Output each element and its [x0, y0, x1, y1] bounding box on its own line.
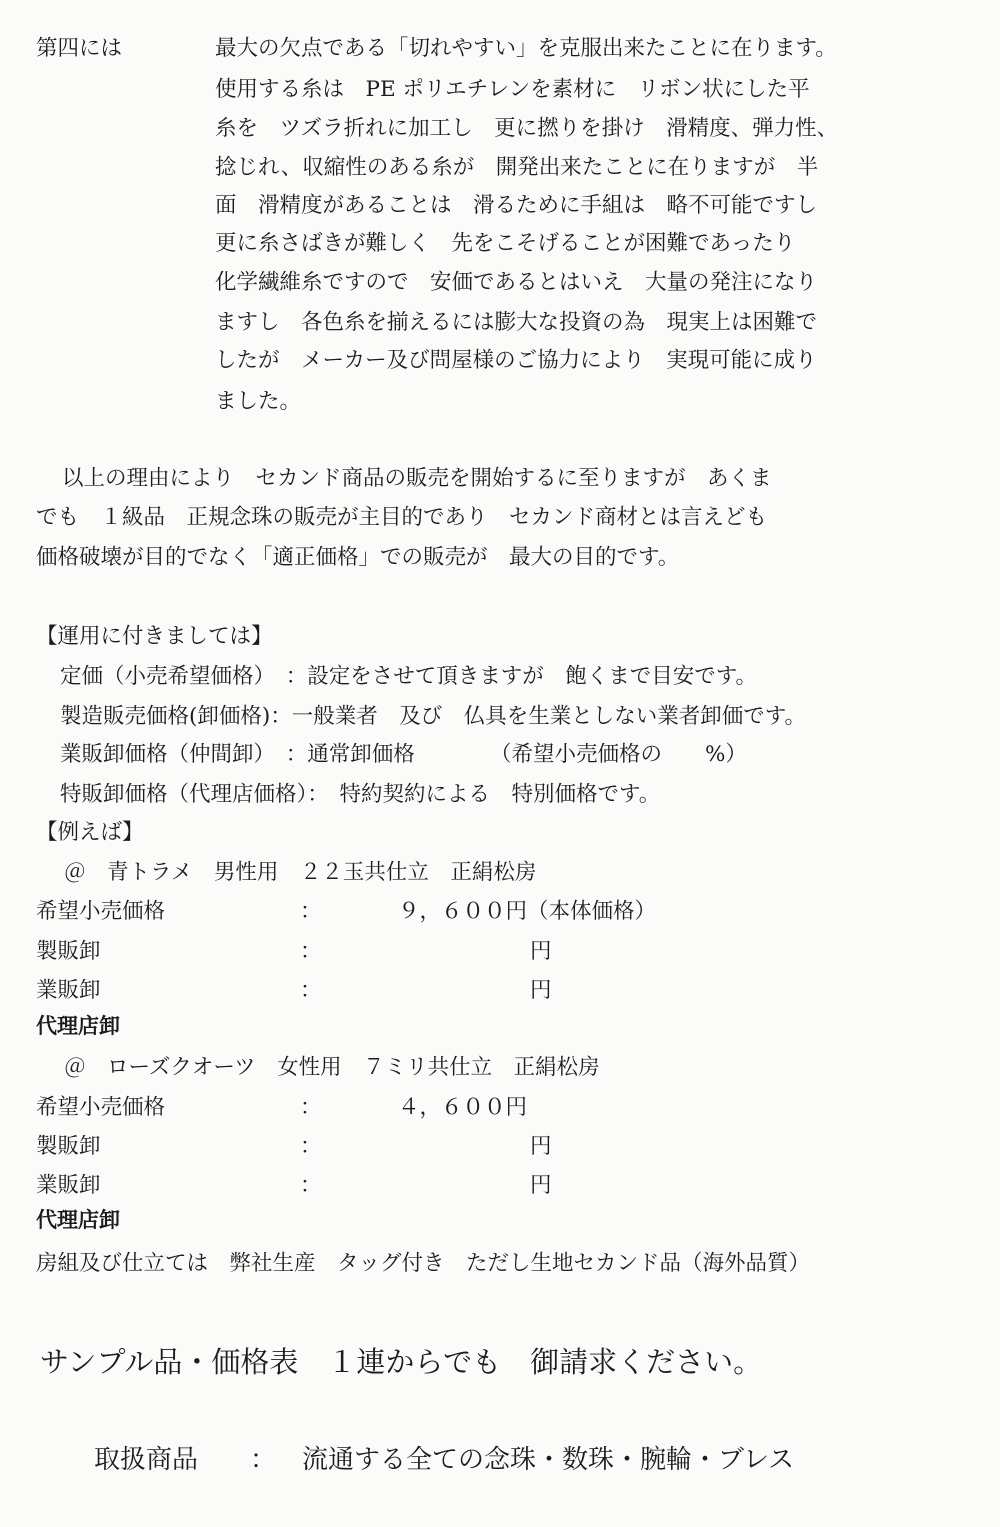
price-value: 円 [530, 939, 552, 964]
price-label: 業販卸 [36, 978, 101, 1003]
operation-heading: 【運用に付きましては】 [36, 624, 273, 649]
example-title: ＠ 青トラメ 男性用 ２２玉共仕立 正絹松房 [64, 860, 537, 885]
operation-row: 特販卸価格（代理店価格）： 特約契約による 特別価格です。 [60, 782, 661, 807]
summary-line: でも １級品 正規念珠の販売が主目的であり セカンド商材とは言えども [36, 505, 768, 530]
price-label: 希望小売価格 [36, 1095, 166, 1120]
price-label: 業販卸 [36, 1173, 101, 1198]
price-colon: ： [300, 978, 322, 1003]
operation-row: 定価（小売希望価格） ：設定をさせて頂きますが 飽くまで目安です。 [60, 664, 758, 689]
paragraph-line: 更に糸さばきが難しく 先をこそげることが困難であったり [215, 231, 796, 256]
summary-line: 価格破壊が目的でなく「適正価格」での販売が 最大の目的です。 [36, 545, 680, 570]
paragraph-line: 化学繊維糸ですので 安価であるとはいえ 大量の発注になり [215, 270, 818, 295]
price-value: 円 [530, 1173, 552, 1198]
paragraph-line: 面 滑精度があることは 滑るために手組は 略不可能ですし [215, 193, 818, 218]
price-colon: ： [300, 899, 322, 924]
price-colon: ： [300, 1095, 322, 1120]
operation-row: 製造販売価格(卸価格)：一般業者 及び 仏具を生業としない業者卸価です。 [60, 704, 807, 729]
price-colon: ： [300, 1173, 322, 1198]
price-value: ４，６００円 [398, 1095, 528, 1120]
sample-request: サンプル品・価格表 １連からでも 御請求ください。 [40, 1345, 763, 1379]
example-title: ＠ ローズクオーツ 女性用 ７ミリ共仕立 正絹松房 [64, 1055, 600, 1080]
price-value: 円 [530, 1134, 552, 1159]
products-label: 取扱商品 [94, 1445, 199, 1475]
agent-price-label: 代理店卸 [36, 1014, 120, 1038]
paragraph-line: ました。 [215, 389, 302, 414]
paragraph-line: したが メーカー及び問屋様のご協力により 実現可能に成り [215, 348, 817, 373]
section-label: 第四には [36, 36, 123, 61]
products-value: 流通する全ての念珠・数珠・腕輪・ブレス [302, 1445, 795, 1475]
paragraph-line: 最大の欠点である「切れやすい」を克服出来たことに在ります。 [215, 36, 837, 61]
price-label: 希望小売価格 [36, 899, 166, 924]
production-note: 房組及び仕立ては 弊社生産 タッグ付き ただし生地セカンド品（海外品質） [36, 1251, 811, 1276]
paragraph-line: ますし 各色糸を揃えるには膨大な投資の為 現実上は困難で [215, 310, 818, 335]
price-value: ９，６００円（本体価格） [398, 899, 657, 924]
price-value: 円 [530, 978, 552, 1003]
price-label: 製販卸 [36, 1134, 101, 1159]
paragraph-line: 糸を ツズラ折れに加工し 更に撚りを掛け 滑精度、弾力性、 [215, 116, 839, 141]
paragraph-line: 捻じれ、収縮性のある糸が 開発出来たことに在りますが 半 [215, 155, 819, 180]
products-colon: ： [250, 1445, 277, 1475]
price-colon: ： [300, 1134, 322, 1159]
operation-row: 業販卸価格（仲間卸） ：通常卸価格 （希望小売価格の %） [60, 742, 747, 767]
paragraph-line: 使用する糸は PE ポリエチレンを素材に リボン状にした平 [215, 77, 810, 102]
price-colon: ： [300, 939, 322, 964]
price-label: 製販卸 [36, 939, 101, 964]
summary-line: 以上の理由により セカンド商品の販売を開始するに至りますが あくま [62, 466, 772, 491]
examples-heading: 【例えば】 [36, 820, 144, 845]
agent-price-label: 代理店卸 [36, 1208, 120, 1232]
